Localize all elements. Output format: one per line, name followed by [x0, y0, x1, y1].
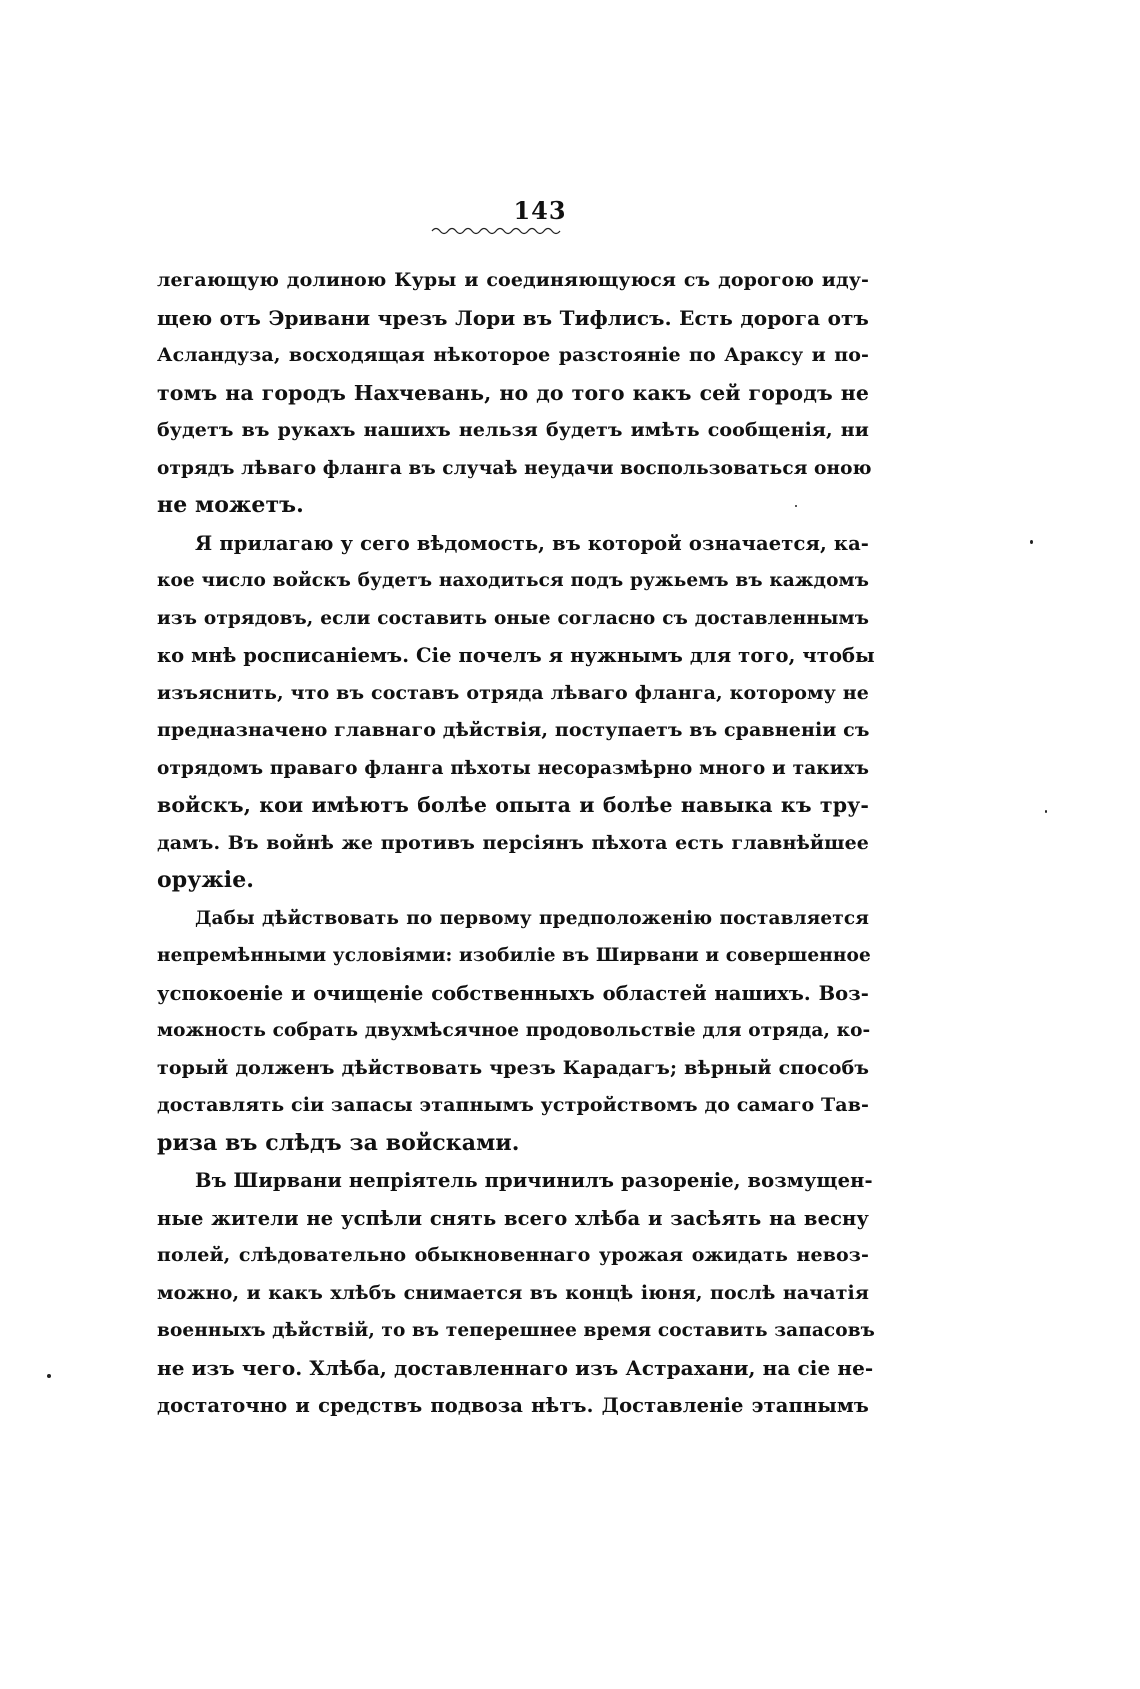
paragraph-3: [157, 900, 869, 1163]
text-line: доставлять сiи запасы этапнымъ устройствомъ до самаго Тав-: [157, 1094, 869, 1116]
text-line: Асландуза, восходящая нѣкоторое разстоянiе по Араксу и по-: [157, 344, 869, 366]
text-line: торый долженъ дѣйствовать чрезъ Карадагъ; вѣрный способъ: [157, 1056, 869, 1079]
text-line: отрядъ лѣваго фланга въ случаѣ неудачи воспользоваться оною: [157, 457, 872, 479]
text-line: щею отъ Эривани чрезъ Лори въ Тифлисъ. Есть дорога отъ: [157, 305, 869, 330]
text-line: войскъ, кои имѣютъ болѣе опыта и болѣе навыка къ тру-: [157, 793, 869, 817]
text-line: изъ отрядовъ, если составить оные согласно съ доставленнымъ: [157, 607, 869, 629]
paragraph-1: [157, 262, 872, 525]
page-number: 143: [513, 196, 567, 225]
text-line: кое число войскъ будетъ находиться подъ ружьемъ въ каждомъ: [157, 570, 869, 591]
page-header: [0, 196, 1140, 235]
text-line: ные жители не успѣли снять всего хлѣба и засѣять на весну: [157, 1206, 869, 1230]
wavy-ornament-icon: [430, 225, 570, 235]
paragraph-4: [157, 1162, 875, 1425]
text-line: Въ Ширвани непрiятель причинилъ разоренiе, возмущен-: [195, 1169, 873, 1192]
text-line: непремѣнными условiями: изобилiе въ Ширвани и совершенное: [157, 945, 871, 966]
text-line: Я прилагаю у сего вѣдомость, въ которой означается, ка-: [195, 531, 869, 555]
text-line: будетъ въ рукахъ нашихъ нельзя будетъ имѣть сообщенiя, ни: [157, 419, 869, 441]
text-line: достаточно и средствъ подвоза нѣтъ. Доставленiе этапнымъ: [157, 1394, 869, 1417]
scan-speck: [1030, 540, 1033, 544]
text-line: оружiе.: [157, 867, 255, 893]
text-line: не можетъ.: [157, 492, 304, 518]
text-line: изъяснить, что въ составъ отряда лѣваго фланга, которому не: [157, 681, 869, 704]
text-line: легающую долиною Куры и соединяющуюся съ дорогою иду-: [157, 269, 869, 291]
scan-speck: [795, 505, 797, 507]
text-line: предназначено главнаго дѣйствiя, поступаетъ въ сравненiи съ: [157, 719, 870, 741]
text-line: отрядомъ праваго фланга пѣхоты несоразмѣрно много и такихъ: [157, 757, 869, 779]
text-line: дамъ. Въ войнѣ же противъ персiянъ пѣхота есть главнѣйшее: [157, 831, 869, 854]
text-line: полей, слѣдовательно обыкновеннаго урожая ожидать невоз-: [157, 1244, 869, 1266]
paragraph-2: [157, 525, 875, 900]
text-line: ко мнѣ росписанiемъ. Сiе почелъ я нужнымъ для того, чтобы: [157, 644, 875, 667]
body-text: [157, 262, 875, 1425]
text-line: успокоенiе и очищенiе собственныхъ областей нашихъ. Воз-: [157, 981, 869, 1005]
text-line: военныхъ дѣйствiй, то въ теперешнее время составить запасовъ: [157, 1320, 875, 1341]
scan-speck: [1045, 810, 1047, 813]
text-line: можность собрать двухмѣсячное продовольствiе для отряда, ко-: [157, 1020, 871, 1041]
text-line: можно, и какъ хлѣбъ снимается въ концѣ iюня, послѣ начатiя: [157, 1281, 869, 1304]
text-line: томъ на городъ Нахчевань, но до того какъ сей городъ не: [157, 380, 869, 405]
text-line: не изъ чего. Хлѣба, доставленнаго изъ Астрахани, на сiе не-: [157, 1355, 874, 1380]
text-line: риза въ слѣдъ за войсками.: [157, 1129, 520, 1156]
text-line: Дабы дѣйствовать по первому предположенiю поставляется: [195, 907, 869, 929]
scan-speck: [47, 1374, 51, 1378]
